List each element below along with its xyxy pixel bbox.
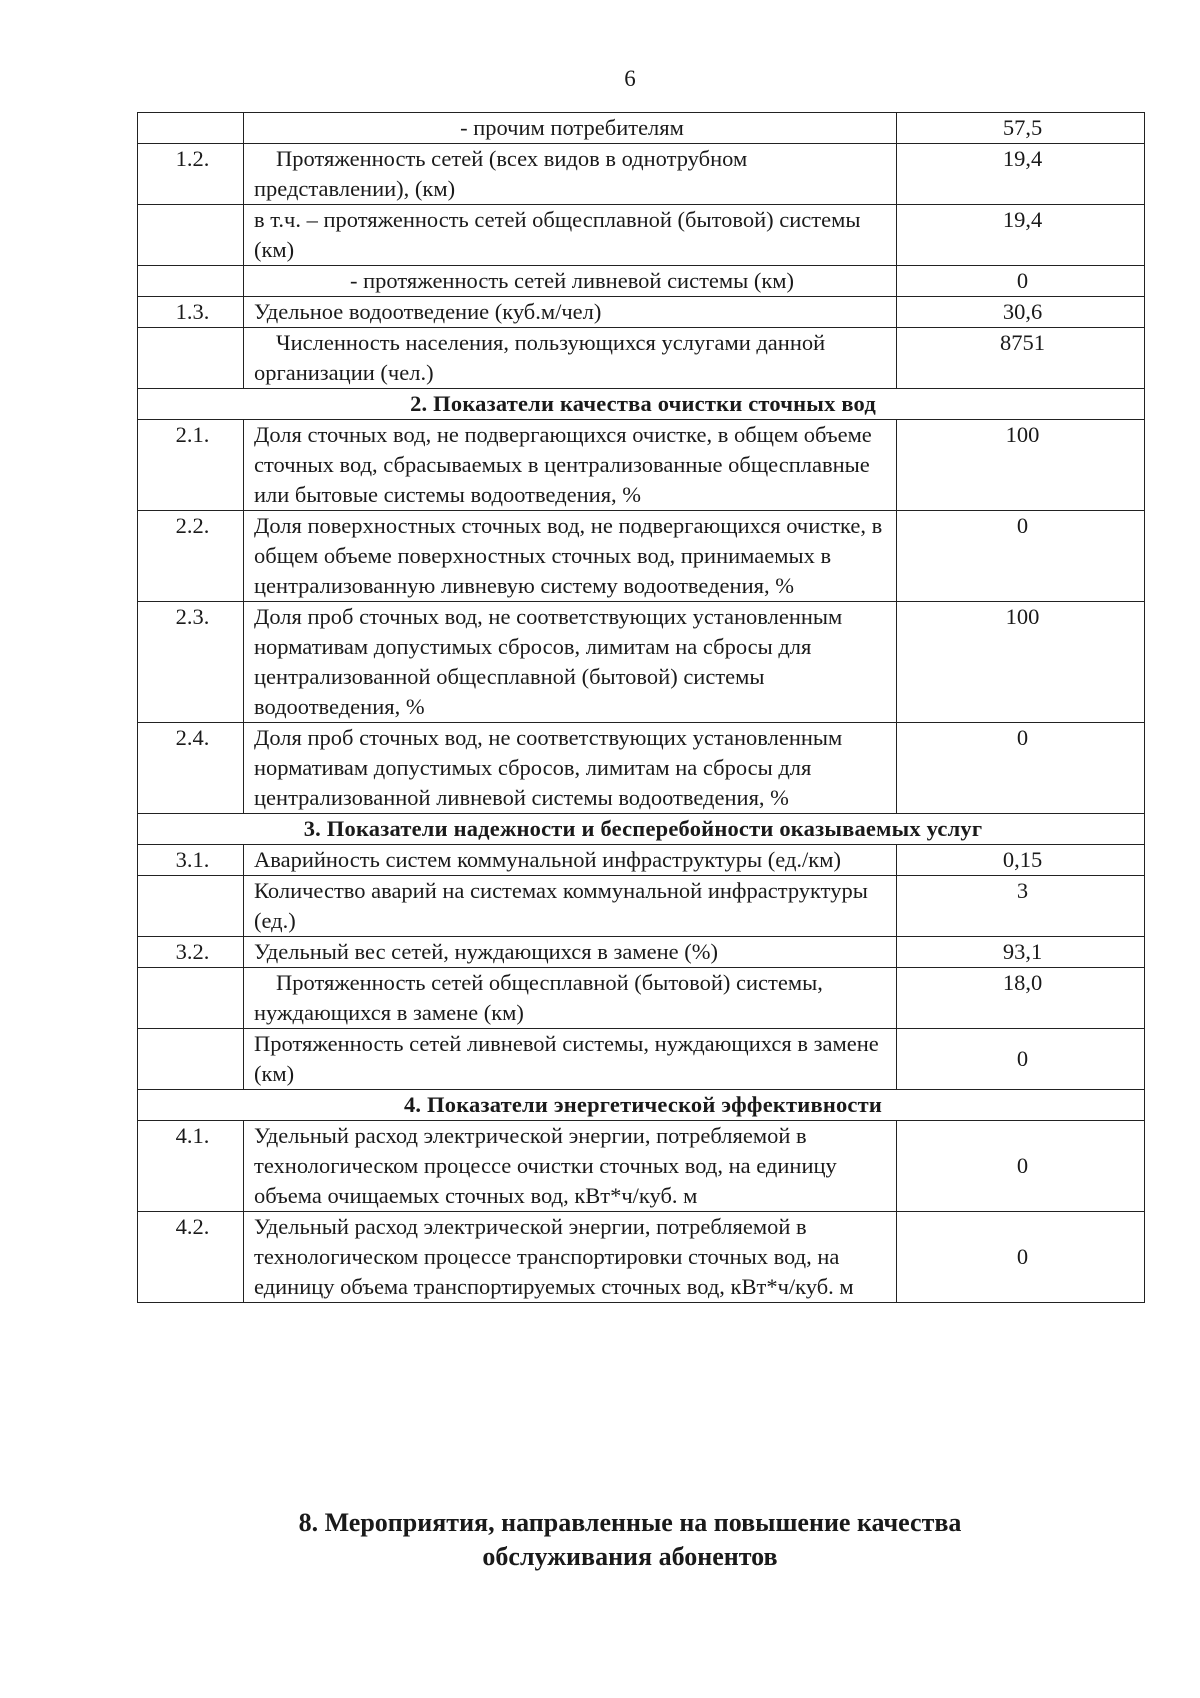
row-number: 2.4.	[138, 723, 244, 814]
table-row	[138, 205, 1145, 266]
row-description: в т.ч. – протяженность сетей общесплавной (бытовой) системы (км)	[244, 205, 897, 266]
indicators-table	[137, 112, 1145, 1303]
row-number: 1.3.	[138, 297, 244, 328]
table-row	[138, 266, 1145, 297]
row-value: 18,0	[897, 968, 1145, 1029]
row-value: 100	[897, 420, 1145, 511]
table-row	[138, 1121, 1145, 1212]
row-number: 3.1.	[138, 845, 244, 876]
row-value: 0	[897, 1121, 1145, 1212]
row-description: Доля проб сточных вод, не соответствующих установленным нормативам допустимых сбросов, лимитам на сбросы для централизованной ливневой системы водоотведения, %	[244, 723, 897, 814]
row-value: 0	[897, 511, 1145, 602]
row-number: 2.1.	[138, 420, 244, 511]
row-value: 8751	[897, 328, 1145, 389]
row-number	[138, 968, 244, 1029]
row-description: Протяженность сетей ливневой системы, нуждающихся в замене (км)	[244, 1029, 897, 1090]
row-number	[138, 113, 244, 144]
row-number: 4.2.	[138, 1212, 244, 1303]
row-value: 0,15	[897, 845, 1145, 876]
row-number: 3.2.	[138, 937, 244, 968]
row-description: Аварийность систем коммунальной инфраструктуры (ед./км)	[244, 845, 897, 876]
section-title: 3. Показатели надежности и бесперебойности оказываемых услуг	[138, 814, 1145, 845]
section-8-heading	[0, 1506, 1200, 1574]
row-number	[138, 876, 244, 937]
row-value: 30,6	[897, 297, 1145, 328]
row-value: 0	[897, 1212, 1145, 1303]
page-number: 6	[624, 66, 636, 91]
row-number: 2.3.	[138, 602, 244, 723]
row-description: Протяженность сетей общесплавной (бытовой) системы, нуждающихся в замене (км)	[244, 968, 897, 1029]
table-row	[138, 113, 1145, 144]
table-row	[138, 328, 1145, 389]
row-value: 0	[897, 1029, 1145, 1090]
row-description: - протяженность сетей ливневой системы (км)	[244, 266, 897, 297]
row-number: 1.2.	[138, 144, 244, 205]
section-header-row	[138, 389, 1145, 420]
section-8-heading-line1: 8. Мероприятия, направленные на повышение качества	[298, 1508, 962, 1537]
table-row	[138, 420, 1145, 511]
section-title: 4. Показатели энергетической эффективности	[138, 1090, 1145, 1121]
row-value: 3	[897, 876, 1145, 937]
section-title: 2. Показатели качества очистки сточных вод	[138, 389, 1145, 420]
row-description: Доля сточных вод, не подвергающихся очистке, в общем объеме сточных вод, сбрасываемых в централизованные общесплавные или бытовые системы водоотведения, %	[244, 420, 897, 511]
row-description: Удельный расход электрической энергии, потребляемой в технологическом процессе транспортировки сточных вод, на единицу объема транспортируемых сточных вод, кВт*ч/куб. м	[244, 1212, 897, 1303]
table-row	[138, 845, 1145, 876]
row-value: 19,4	[897, 144, 1145, 205]
row-description: Доля поверхностных сточных вод, не подвергающихся очистке, в общем объеме поверхностных сточных вод, принимаемых в централизованную ливневую систему водоотведения, %	[244, 511, 897, 602]
table-row	[138, 1212, 1145, 1303]
row-description: Протяженность сетей (всех видов в однотрубном представлении), (км)	[244, 144, 897, 205]
row-value: 0	[897, 266, 1145, 297]
row-number	[138, 328, 244, 389]
row-value: 93,1	[897, 937, 1145, 968]
row-number: 2.2.	[138, 511, 244, 602]
table-row	[138, 297, 1145, 328]
row-description: Удельный расход электрической энергии, потребляемой в технологическом процессе очистки сточных вод, на единицу объема очищаемых сточных вод, кВт*ч/куб. м	[244, 1121, 897, 1212]
row-value: 19,4	[897, 205, 1145, 266]
table-row	[138, 937, 1145, 968]
table-row	[138, 876, 1145, 937]
row-value: 100	[897, 602, 1145, 723]
table-row	[138, 968, 1145, 1029]
section-header-row	[138, 814, 1145, 845]
table-row	[138, 602, 1145, 723]
table-row	[138, 723, 1145, 814]
row-description: Удельный вес сетей, нуждающихся в замене (%)	[244, 937, 897, 968]
section-header-row	[138, 1090, 1145, 1121]
row-number	[138, 205, 244, 266]
row-number: 4.1.	[138, 1121, 244, 1212]
table-row	[138, 144, 1145, 205]
row-value: 0	[897, 723, 1145, 814]
table-row	[138, 511, 1145, 602]
row-number	[138, 266, 244, 297]
table-row	[138, 1029, 1145, 1090]
row-description: - прочим потребителям	[244, 113, 897, 144]
row-number	[138, 1029, 244, 1090]
row-description: Удельное водоотведение (куб.м/чел)	[244, 297, 897, 328]
row-description: Доля проб сточных вод, не соответствующих установленным нормативам допустимых сбросов, лимитам на сбросы для централизованной общесплавной (бытовой) системы водоотведения, %	[244, 602, 897, 723]
row-description: Численность населения, пользующихся услугами данной организации (чел.)	[244, 328, 897, 389]
section-8-heading-line2: обслуживания абонентов	[482, 1542, 778, 1571]
row-description: Количество аварий на системах коммунальной инфраструктуры (ед.)	[244, 876, 897, 937]
row-value: 57,5	[897, 113, 1145, 144]
